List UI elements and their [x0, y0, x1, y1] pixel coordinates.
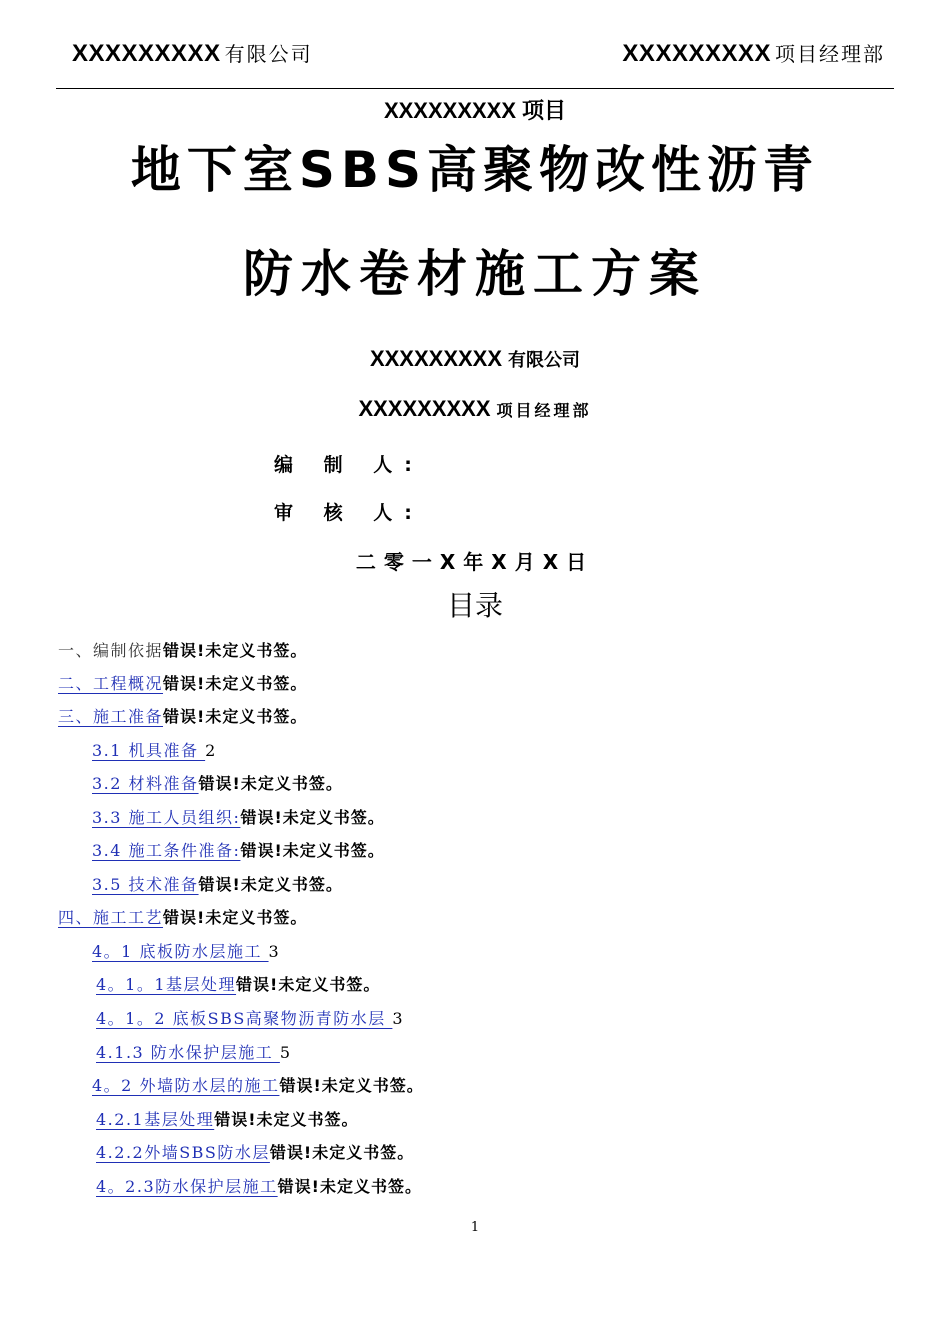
header-right: [622, 38, 885, 68]
compiler-label: 编 制 人:: [274, 454, 424, 476]
organization-company: [0, 346, 950, 372]
toc-link-4-2-2[interactable]: 4.2.2外墙SBS防水层: [96, 1143, 270, 1162]
toc-item-status: 错误!未定义书签。: [198, 875, 343, 894]
toc-link-3-5[interactable]: 3.5 技术准备: [92, 875, 199, 894]
department-label: 项目经理部: [496, 401, 592, 420]
toc-item-status: 错误!未定义书签。: [163, 674, 308, 693]
project-code: XXXXXXXXX: [383, 98, 517, 123]
toc-link-3-3[interactable]: 3.3 施工人员组织:: [92, 808, 241, 827]
header-right-department: 项目经理部: [775, 42, 885, 66]
toc-link-construction-process[interactable]: 四、施工工艺: [58, 908, 164, 927]
toc-link-3-4[interactable]: 3.4 施工条件准备:: [92, 841, 241, 860]
header-divider: [56, 88, 894, 89]
toc-item-status: 错误!未定义书签。: [240, 841, 385, 860]
header-left: [72, 38, 313, 68]
toc-item: [92, 738, 217, 761]
document-date: 二零一X年X月X日: [355, 550, 595, 574]
toc-item: [58, 638, 307, 661]
document-title-line1: 地下室SBS高聚物改性沥青: [130, 141, 820, 199]
toc-link-4-1-2[interactable]: 4。1。2 底板SBS高聚物沥青防水层: [96, 1009, 393, 1028]
toc-link-4-2[interactable]: 4。2 外墙防水层的施工: [92, 1076, 280, 1095]
toc-item-page: 3: [392, 1009, 405, 1028]
toc-item-status: 错误!未定义书签。: [198, 774, 343, 793]
toc-item-status: 错误!未定义书签。: [269, 1143, 415, 1162]
toc-item-label: 一、编制依据: [58, 641, 164, 660]
toc-item-page: 5: [279, 1043, 292, 1062]
toc-item: [96, 1174, 422, 1197]
toc-item: [96, 972, 380, 995]
toc-item: [96, 1006, 404, 1029]
toc-link-4-2-3[interactable]: 4。2.3防水保护层施工: [96, 1177, 278, 1196]
toc-item: [92, 771, 343, 794]
toc-title: 目录: [446, 589, 503, 622]
toc-item: [96, 1107, 359, 1130]
toc-item-status: 错误!未定义书签。: [279, 1076, 424, 1095]
toc-item-page: 2: [205, 741, 217, 760]
header-right-code: XXXXXXXXX: [622, 40, 771, 67]
page-number: 1: [470, 1220, 480, 1235]
department-code: XXXXXXXXX: [358, 396, 491, 421]
toc-link-project-overview[interactable]: 二、工程概况: [58, 674, 164, 693]
header-left-code: XXXXXXXXX: [72, 40, 221, 67]
company-label: 有限公司: [508, 350, 581, 371]
toc-item-status: 错误!未定义书签。: [163, 707, 308, 726]
toc-item-status: 错误!未定义书签。: [277, 1177, 422, 1196]
project-line: [0, 94, 950, 125]
toc-item: [92, 1073, 424, 1096]
toc-item: [92, 805, 385, 828]
toc-link-construction-prep[interactable]: 三、施工准备: [58, 707, 164, 726]
toc-link-3-2[interactable]: 3.2 材料准备: [92, 774, 199, 793]
toc-link-4-2-1[interactable]: 4.2.1基层处理: [96, 1110, 215, 1129]
toc-item: [92, 872, 343, 895]
toc-item: [96, 1140, 414, 1163]
toc-item-status: 错误!未定义书签。: [236, 975, 381, 994]
toc-item: [58, 704, 307, 727]
company-code: XXXXXXXXX: [369, 346, 503, 371]
toc-link-4-1[interactable]: 4。1 底板防水层施工: [92, 942, 269, 961]
document-title-line2: 防水卷材施工方案: [243, 245, 707, 303]
toc-link-4-1-3[interactable]: 4.1.3 防水保护层施工: [96, 1043, 280, 1062]
reviewer-label: 审 核 人:: [274, 502, 424, 524]
toc-item: [92, 939, 280, 962]
header-left-company: 有限公司: [224, 42, 313, 66]
project-label: 项目: [522, 99, 567, 124]
toc-item-status: 错误!未定义书签。: [240, 808, 385, 827]
toc-item-status: 错误!未定义书签。: [163, 641, 308, 660]
toc-item: [58, 905, 307, 928]
toc-item: [96, 1040, 292, 1063]
organization-department: [0, 396, 950, 422]
toc-item-status: 错误!未定义书签。: [163, 908, 308, 927]
toc-link-4-1-1[interactable]: 4。1。1基层处理: [96, 975, 237, 994]
toc-item-status: 错误!未定义书签。: [214, 1110, 359, 1129]
toc-item: [92, 838, 385, 861]
toc-link-3-1[interactable]: 3.1 机具准备: [92, 741, 206, 760]
toc-item: [58, 671, 307, 694]
toc-item-page: 3: [268, 942, 281, 961]
